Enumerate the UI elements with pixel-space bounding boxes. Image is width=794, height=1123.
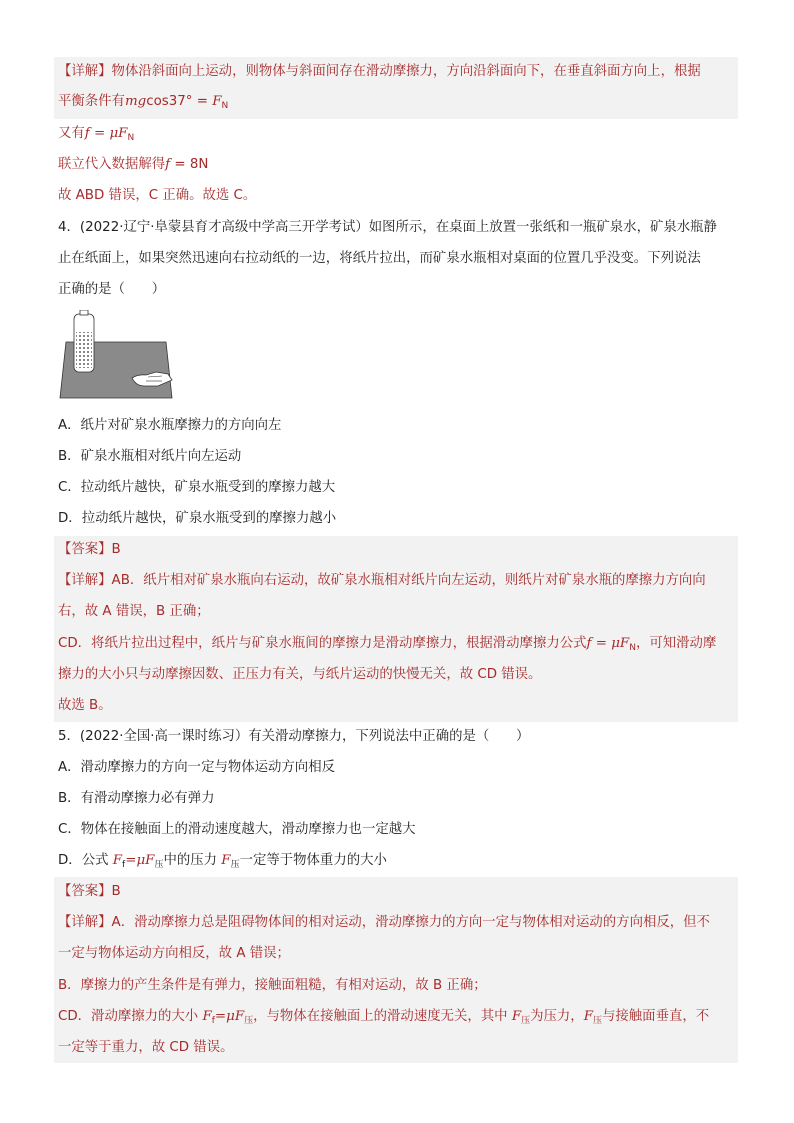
q5-detail-line2: 一定与物体运动方向相反，故 A 错误； [58, 946, 290, 961]
q5-option-a: A．滑动摩擦力的方向一定与物体运动方向相反 [58, 760, 335, 775]
q4-detail-line1: 【详解】AB．纸片相对矿泉水瓶向右运动，故矿泉水瓶相对纸片向左运动，则纸片对矿泉水瓶的摩擦力方向向 [58, 573, 706, 588]
q3-detail-line4: 联立代入数据解得f = 8N [58, 157, 209, 172]
q4-stem-line1: 4．(2022·辽宁·阜蒙县育才高级中学高三开学考试）如图所示，在桌面上放置一张纸和一瓶矿泉水，矿泉水瓶静 [58, 220, 717, 235]
q4-stem-line2: 止在纸面上，如果突然迅速向右拉动纸的一边，将纸片拉出，而矿泉水瓶相对桌面的位置几乎没变。下列说法 [58, 251, 701, 266]
q3-detail-line5: 故 ABD 错误，C 正确。故选 C。 [58, 188, 257, 203]
q5-answer: 【答案】B [58, 884, 121, 899]
q5-option-b: B．有滑动摩擦力必有弹力 [58, 791, 215, 806]
solution-block-5 [54, 877, 738, 1063]
q4-detail-line5: 故选 B。 [58, 698, 112, 713]
bottle-on-paper-figure [58, 310, 178, 402]
q4-option-a: A．纸片对矿泉水瓶摩擦力的方向向左 [58, 418, 282, 433]
q5-stem: 5．(2022·全国·高一课时练习）有关滑动摩擦力，下列说法中正确的是（ ） [58, 729, 530, 744]
q4-stem-line3: 正确的是（ ） [58, 282, 166, 297]
q3-detail-line3: 又有$f = \mu F_N$ [58, 126, 135, 143]
q5-option-d: D．公式 $F_f=\mu F_压$中的压力 $F_压$一定等于物体重力的大小 [58, 853, 387, 870]
q4-detail-line2: 右，故 A 错误，B 正确； [58, 604, 210, 619]
q4-option-b: B．矿泉水瓶相对纸片向左运动 [58, 449, 242, 464]
q4-answer: 【答案】B [58, 542, 121, 557]
q3-detail-line2: 平衡条件有$mgcos37^\circ = F_N$ [58, 94, 229, 111]
q4-detail-line4: 擦力的大小只与动摩擦因数、正压力有关，与纸片运动的快慢无关，故 CD 错误。 [58, 667, 542, 682]
q5-detail-line5: 一定等于重力，故 CD 错误。 [58, 1040, 234, 1055]
q4-option-c: C．拉动纸片越快，矿泉水瓶受到的摩擦力越大 [58, 480, 336, 495]
solution-block-4 [54, 536, 738, 722]
q5-option-c: C．物体在接触面上的滑动速度越大，滑动摩擦力也一定越大 [58, 822, 416, 837]
q5-detail-line3: B．摩擦力的产生条件是有弹力，接触面粗糙，有相对运动，故 B 正确； [58, 978, 487, 993]
q4-detail-line3: CD．将纸片拉出过程中，纸片与矿泉水瓶间的摩擦力是滑动摩擦力，根据滑动摩擦力公式$f = \mu F_N$，可知滑动摩 [58, 636, 717, 653]
q4-option-d: D．拉动纸片越快，矿泉水瓶受到的摩擦力越小 [58, 511, 337, 526]
q3-detail-line1: 【详解】物体沿斜面向上运动，则物体与斜面间存在滑动摩擦力，方向沿斜面向下，在垂直斜面方向上，根据 [58, 64, 701, 79]
q5-detail-line1: 【详解】A．滑动摩擦力总是阻碍物体间的相对运动，滑动摩擦力的方向一定与物体相对运动的方向相反，但不 [58, 915, 710, 930]
q5-detail-line4: CD．滑动摩擦力的大小 $F_f=\mu F_压$，与物体在接触面上的滑动速度无关，其中 $F_压$为压力，$F_压$与接触面垂直，不 [58, 1009, 710, 1026]
